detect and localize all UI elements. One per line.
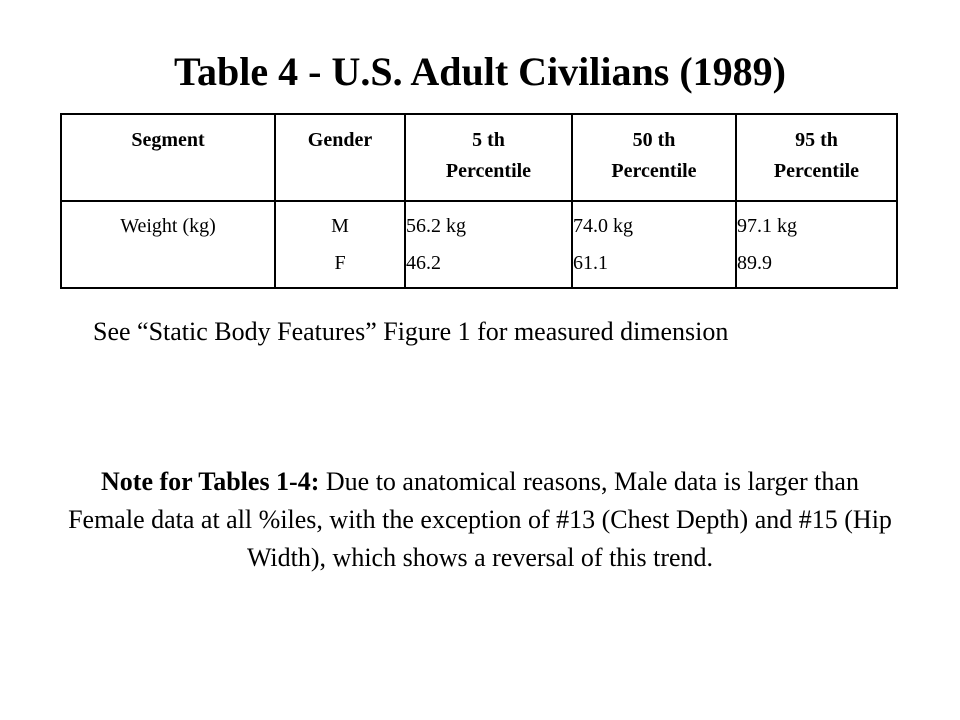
- table-header-row: [61, 114, 897, 201]
- header-5th-percentile: [405, 114, 572, 201]
- cell-5th-percentile: [405, 201, 572, 288]
- header-label: 50 th: [632, 129, 676, 151]
- value-male: 97.1 kg: [737, 215, 797, 237]
- header-label: Gender: [307, 129, 373, 151]
- value-female: 46.2: [406, 252, 441, 274]
- header-label: 5 th: [472, 129, 505, 151]
- table-row: [61, 201, 897, 288]
- data-table: [60, 113, 898, 289]
- header-gender: [275, 114, 405, 201]
- gender-male: M: [331, 215, 349, 237]
- note-label: Note for Tables 1-4:: [101, 467, 320, 496]
- header-label: Segment: [131, 129, 205, 151]
- cell-50th-percentile: [572, 201, 736, 288]
- page-title: Table 4 - U.S. Adult Civilians (1989): [174, 49, 786, 94]
- segment-value: Weight (kg): [120, 215, 216, 237]
- header-50th-percentile: [572, 114, 736, 201]
- header-segment: [61, 114, 275, 201]
- value-male: 74.0 kg: [573, 215, 633, 237]
- cell-95th-percentile: [736, 201, 897, 288]
- value-female: 89.9: [737, 252, 772, 274]
- header-label: 95 th: [795, 129, 838, 151]
- value-male: 56.2 kg: [406, 215, 466, 237]
- figure-reference-text: See “Static Body Features” Figure 1 for measured dimension: [93, 317, 729, 346]
- header-label-sub: Percentile: [445, 160, 532, 182]
- cell-gender: [275, 201, 405, 288]
- note-paragraph: [60, 463, 900, 577]
- gender-female: F: [334, 252, 346, 274]
- value-female: 61.1: [573, 252, 608, 274]
- header-label-sub: Percentile: [611, 160, 697, 182]
- cell-segment: [61, 201, 275, 288]
- note-text: Due to anatomical reasons, Male data is larger than Female data at all %iles, with the exception of #13 (Chest Depth) and #15 (Hip Width), which shows a reversal of this trend.: [68, 467, 892, 572]
- header-label-sub: Percentile: [773, 160, 860, 182]
- header-95th-percentile: [736, 114, 897, 201]
